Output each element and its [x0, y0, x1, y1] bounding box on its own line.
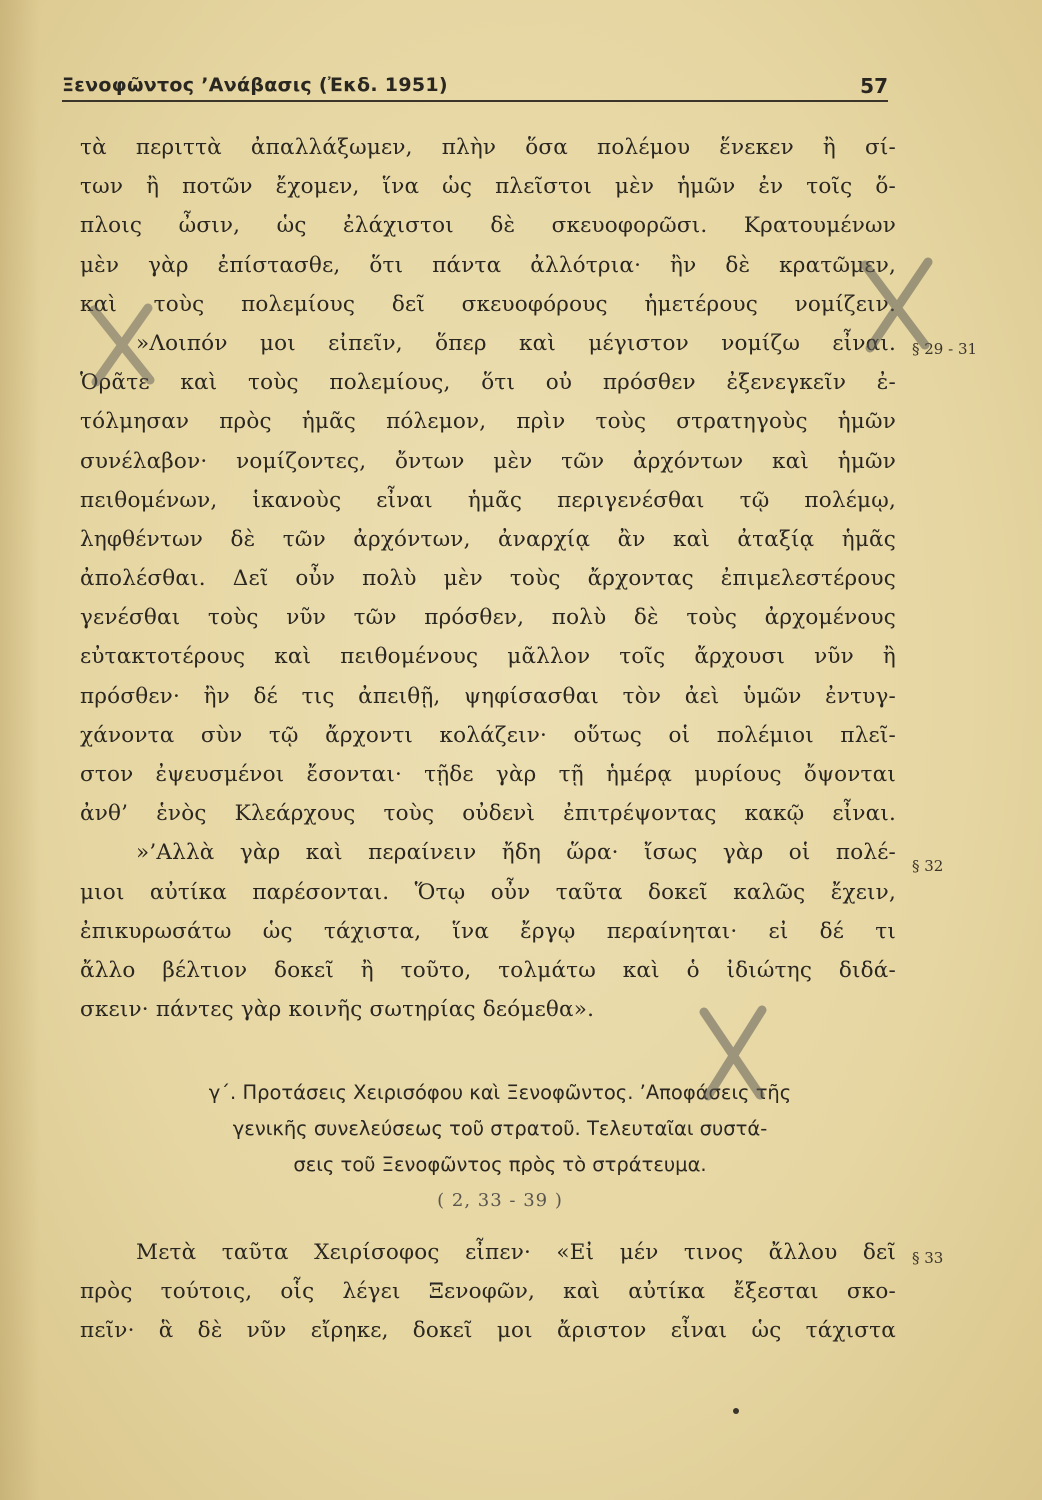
- text-line: Ὁρᾶτε καὶ τοὺς πολεμίους, ὅτι οὐ πρόσθεν ἐξενεγκεῖν ἐ-: [80, 370, 896, 396]
- text-line: ἀπολέσθαι. Δεῖ οὖν πολὺ μὲν τοὺς ἄρχοντας ἐπιμελεστέρους: [80, 566, 896, 592]
- summary-reference: ( 2, 33 - 39 ): [437, 1190, 563, 1211]
- text-line: ἀνθ’ ἑνὸς Κλεάρχους τοὺς οὐδενὶ ἐπιτρέψοντας κακῷ εἶναι.: [80, 801, 896, 827]
- text-line: πρὸς τούτοις, οἷς λέγει Ξενοφῶν, καὶ αὐτίκα ἔξεσται σκο-: [80, 1279, 896, 1305]
- main-text: [80, 128, 896, 1029]
- text-line: πεῖν· ἃ δὲ νῦν εἴρηκε, δοκεῖ μοι ἄριστον εἶναι ὡς τάχιστα: [80, 1318, 896, 1344]
- margin-section-ref: § 33: [912, 1249, 944, 1267]
- text-line: ληφθέντων δὲ τῶν ἀρχόντων, ἀναρχίᾳ ἂν καὶ ἀταξίᾳ ἡμᾶς: [80, 526, 896, 552]
- margin-section-ref: § 29 - 31: [912, 340, 978, 358]
- text-line: τόλμησαν πρὸς ἡμᾶς πόλεμον, πρὶν τοὺς στρατηγοὺς ἡμῶν: [80, 409, 896, 435]
- text-line: Μετὰ ταῦτα Χειρίσοφος εἶπεν· «Εἰ μέν τινος ἄλλου δεῖ: [136, 1240, 896, 1265]
- summary-line: γ΄. Προτάσεις Χειρισόφου καὶ Ξενοφῶντος. ’Αποφάσεις τῆς: [208, 1081, 792, 1104]
- text-line: σκειν· πάντες γὰρ κοινῆς σωτηρίας δεόμεθα».: [80, 997, 595, 1023]
- text-line: στον ἐψευσμένοι ἔσονται· τῇδε γὰρ τῇ ἡμέρᾳ μυρίους ὄψονται: [80, 762, 896, 787]
- text-line: πλοις ὦσιν, ὡς ἐλάχιστοι δὲ σκευοφορῶσι. Κρατουμένων: [80, 213, 896, 239]
- text-line: χάνοντα σὺν τῷ ἄρχοντι κολάζειν· οὕτως οἱ πολέμιοι πλεῖ-: [80, 722, 896, 748]
- text-line: ἐπικυρωσάτω ὡς τάχιστα, ἵνα ἔργῳ περαίνηται· εἰ δέ τι: [80, 918, 896, 944]
- margin-section-ref: § 32: [912, 857, 944, 875]
- header-title: Ξενοφῶντος ’Ανάβασις (Ἐκδ. 1951): [62, 74, 448, 96]
- text-line: τὰ περιττὰ ἀπαλλάξωμεν, πλὴν ὅσα πολέμου ἕνεκεν ἢ σί-: [80, 135, 896, 160]
- text-line: πειθομένων, ἱκανοὺς εἶναι ἡμᾶς περιγενέσθαι τῷ πολέμῳ,: [80, 487, 896, 513]
- text-line: εὐτακτοτέρους καὶ πειθομένους μᾶλλον τοῖς ἄρχουσι νῦν ἢ: [80, 644, 896, 670]
- text-line: »Λοιπόν μοι εἰπεῖν, ὅπερ καὶ μέγιστον νομίζω εἶναι.: [136, 330, 896, 356]
- text-line: ἄλλο βέλτιον δοκεῖ ἢ τοῦτο, τολμάτω καὶ ὁ ἰδιώτης διδά-: [80, 957, 896, 983]
- text-line: »’Αλλὰ γὰρ καὶ περαίνειν ἤδη ὥρα· ἴσως γὰρ οἱ πολέ-: [136, 840, 896, 866]
- text-line: γενέσθαι τοὺς νῦν τῶν πρόσθεν, πολὺ δὲ τοὺς ἀρχομένους: [80, 605, 896, 631]
- text-line: καὶ τοὺς πολεμίους δεῖ σκευοφόρους ἡμετέρους νομίζειν.: [80, 291, 896, 317]
- text-line: μιοι αὐτίκα παρέσονται. Ὅτῳ οὖν ταῦτα δοκεῖ καλῶς ἔχειν,: [80, 879, 896, 905]
- page-crease-shadow: [0, 0, 40, 1500]
- pencil-x-mark-icon: [690, 1000, 780, 1110]
- pencil-x-mark-icon: [80, 300, 170, 390]
- main-text-continued: [80, 1233, 896, 1351]
- text-line: πρόσθεν· ἢν δέ τις ἀπειθῇ, ψηφίσασθαι τὸν ἀεὶ ὑμῶν ἐντυγ-: [80, 683, 896, 709]
- ink-dot: [733, 1408, 739, 1414]
- running-header: [62, 72, 888, 102]
- summary-line: σεις τοῦ Ξενοφῶντος πρὸς τὸ στράτευμα.: [293, 1153, 707, 1176]
- text-line: συνέλαβον· νομίζοντες, ὄντων μὲν τῶν ἀρχόντων καὶ ἡμῶν: [80, 448, 896, 474]
- text-line: μὲν γὰρ ἐπίστασθε, ὅτι πάντα ἀλλότρια· ἢν δὲ κρατῶμεν,: [80, 252, 896, 278]
- page-number: 57: [860, 74, 888, 98]
- text-line: των ἢ ποτῶν ἔχομεν, ἵνα ὡς πλεῖστοι μὲν ἡμῶν ἐν τοῖς ὅ-: [80, 174, 896, 200]
- summary-line: γενικῆς συνελεύσεως τοῦ στρατοῦ. Τελευταῖαι συστά-: [232, 1117, 768, 1140]
- pencil-x-mark-icon: [850, 250, 940, 360]
